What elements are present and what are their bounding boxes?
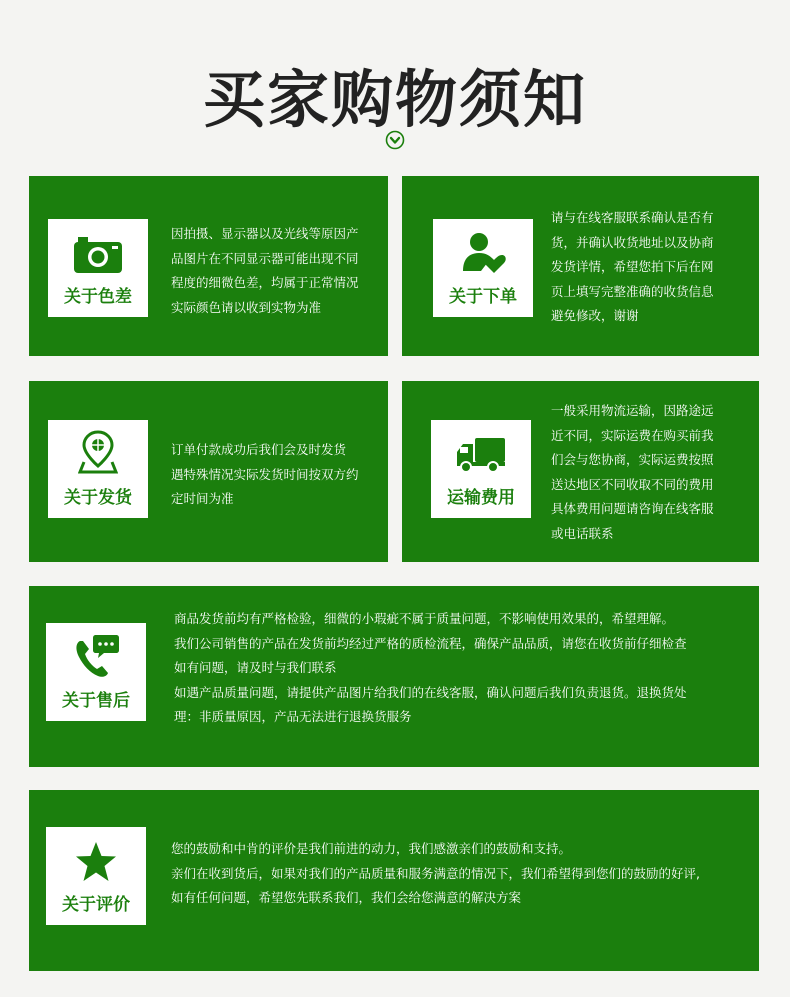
icon-box-aftersale — [46, 623, 146, 721]
card-text-review — [171, 837, 700, 911]
text-line: 亲们在收到货后，如果对我们的产品质量和服务满意的情况下，我们希望得到您们的鼓励的好评, — [171, 865, 700, 881]
card-text-color — [171, 222, 359, 320]
text-line: 遇特殊情况实际发货时间按双方约 — [171, 466, 359, 482]
phone-chat-icon — [72, 633, 120, 679]
user-heart-icon — [459, 231, 507, 275]
text-line: 一般采用物流运输，因路途远 — [551, 403, 714, 418]
icon-box-review — [46, 827, 146, 925]
text-line: 理：非质量原因，产品无法进行退换货服务 — [174, 709, 412, 724]
icon-box-order — [433, 219, 533, 317]
card-label-shipping: 关于发货 — [64, 488, 132, 508]
icon-box-color — [48, 219, 148, 317]
page-title: 买家购物须知 — [202, 63, 587, 136]
card-text-shipping — [171, 438, 359, 512]
card-after-sale — [29, 586, 759, 767]
text-line: 货，并确认收货地址以及协商 — [551, 234, 714, 250]
text-line: 近不同，实际运费在购买前我 — [551, 427, 714, 443]
text-line: 订单付款成功后我们会及时发货 — [171, 442, 347, 457]
icon-box-freight — [431, 420, 531, 518]
text-line: 程度的细微色差，均属于正常情况 — [171, 275, 359, 290]
card-text-freight — [551, 399, 714, 546]
text-line: 如遇产品质量问题，请提供产品图片给我们的在线客服，确认问题后我们负责退货。退换货处 — [174, 684, 687, 700]
text-line: 如有问题，请及时与我们联系 — [174, 660, 337, 675]
text-line: 们会与您协商，实际运费按照 — [551, 452, 714, 467]
text-line: 商品发货前均有严格检验，细微的小瑕疵不属于质量问题，不影响使用效果的，希望理解。 — [174, 611, 675, 626]
card-review — [29, 790, 759, 971]
card-text-order — [551, 206, 714, 329]
text-line: 送达地区不同收取不同的费用 — [551, 476, 714, 492]
text-line: 具体费用问题请咨询在线客服 — [551, 501, 714, 516]
text-line: 定时间为准 — [171, 491, 234, 506]
card-label-aftersale: 关于售后 — [62, 691, 130, 711]
text-line: 避免修改，谢谢 — [551, 308, 639, 323]
text-line: 实际颜色请以收到实物为准 — [171, 299, 322, 315]
card-label-color: 关于色差 — [64, 287, 132, 307]
card-label-order: 关于下单 — [449, 287, 517, 307]
text-line: 品图片在不同显示器可能出现不同 — [171, 250, 359, 266]
text-line: 您的鼓励和中肯的评价是我们前进的动力，我们感激亲们的鼓励和支持。 — [171, 841, 572, 856]
icon-box-shipping — [48, 420, 148, 518]
text-line: 或电话联系 — [551, 525, 614, 541]
text-line: 我们公司销售的产品在发货前均经过严格的质检流程，确保产品品质，请您在收货前仔细检查 — [174, 635, 687, 651]
text-line: 页上填写完整准确的收货信息 — [551, 283, 714, 299]
card-order — [402, 176, 759, 356]
card-color-difference — [29, 176, 388, 356]
card-freight — [402, 381, 759, 562]
location-pin-icon — [78, 430, 118, 474]
text-line: 请与在线客服联系确认是否有 — [551, 210, 714, 225]
card-label-freight: 运输费用 — [447, 488, 515, 508]
card-text-aftersale — [174, 607, 687, 730]
chevron-down-circle-icon — [385, 130, 405, 150]
text-line: 发货详情，希望您拍下后在网 — [551, 259, 714, 274]
truck-icon — [455, 436, 507, 474]
card-label-review: 关于评价 — [62, 895, 130, 915]
camera-icon — [72, 235, 124, 275]
text-line: 如有任何问题，希望您先联系我们，我们会给您满意的解决方案 — [171, 890, 522, 905]
star-icon — [74, 841, 118, 883]
text-line: 因拍摄、显示器以及光线等原因产 — [171, 226, 359, 241]
card-shipping — [29, 381, 388, 562]
